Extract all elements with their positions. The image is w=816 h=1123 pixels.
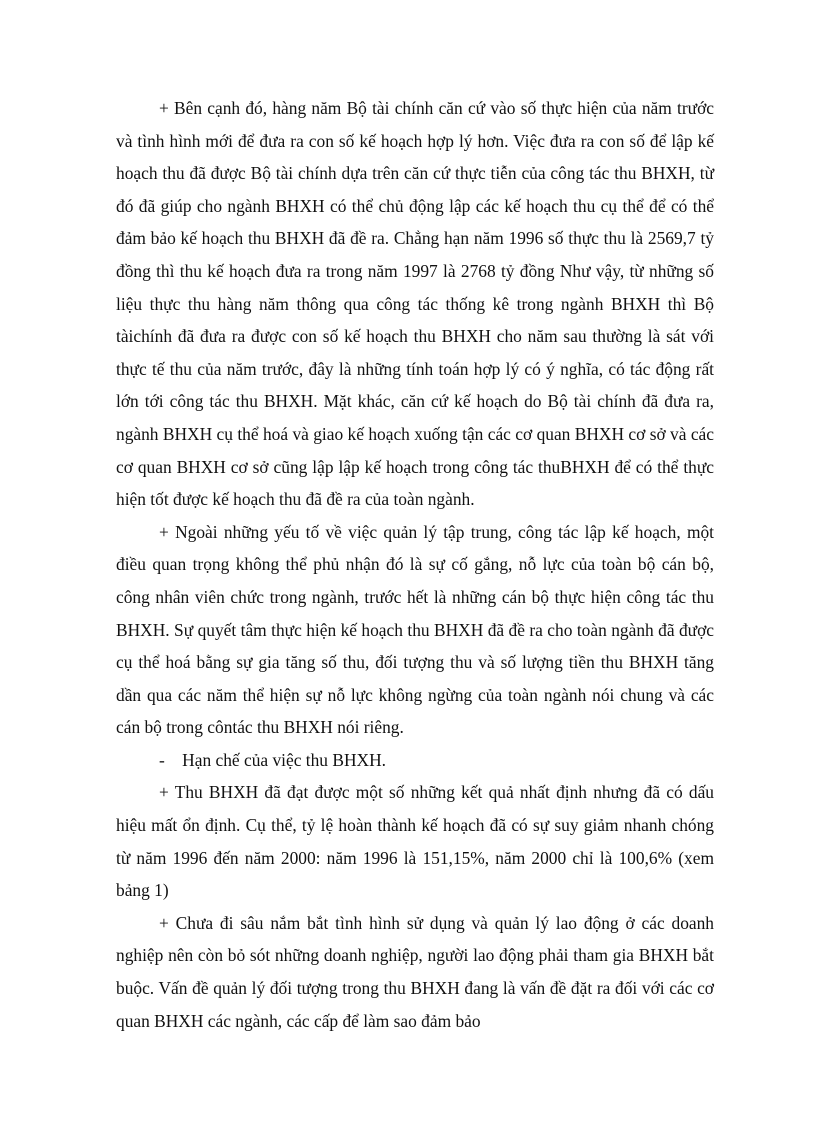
paragraph-staff-effort: + Ngoài những yếu tố về việc quản lý tập trung, công tác lập kế hoạch, một điều quan trọng không thể phủ nhận đó là sự cố gắng, nỗ lực của toàn bộ cán bộ, công nhân viên chức trong ngành, trước hết là những cán bộ thực hiện công tác thu BHXH. Sự quyết tâm thực hiện kế hoạch thu BHXH đã đề ra cho toàn ngành đã được cụ thể hoá bằng sự gia tăng số thu, đối tượng thu và số lượng tiền thu BHXH tăng dần qua các năm thể hiện sự nỗ lực không ngừng của toàn ngành nói chung và các cán bộ trong côntác thu BHXH nói riêng. bbox=[116, 521, 714, 738]
paragraph-labor-management: + Chưa đi sâu nắm bắt tình hình sử dụng và quản lý lao động ở các doanh nghiệp nên còn bỏ sót những doanh nghiệp, người lao động phải tham gia BHXH bắt buộc. Vấn đề quản lý đối tượng trong thu BHXH đang là vấn đề đặt ra đối với các cơ quan BHXH các ngành, các cấp để làm sao đảm bảo bbox=[116, 912, 714, 1031]
section-heading-limitations: - Hạn chế của việc thu BHXH. bbox=[159, 749, 386, 770]
paragraph-planning-basis: + Bên cạnh đó, hàng năm Bộ tài chính căn cứ vào số thực hiện của năm trước và tình hình mới để đưa ra con số kế hoạch hợp lý hơn. Việc đưa ra con số để lập kế hoạch thu đã được Bộ tài chính dựa trên căn cứ thực tiễn của công tác thu BHXH, từ đó đã giúp cho ngành BHXH có thể chủ động lập các kế hoạch thu cụ thể để có thể đảm bảo kế hoạch thu BHXH đã đề ra. Chẳng hạn năm 1996 số thực thu là 2569,7 tỷ đồng thì thu kế hoạch đưa ra trong năm 1997 là 2768 tỷ đồng Như vậy, từ những số liệu thực thu hàng năm thông qua công tác thống kê trong ngành BHXH thì Bộ tàichính đã đưa ra được con số kế hoạch thu BHXH cho năm sau thường là sát với thực tế thu của năm trước, đây là những tính toán hợp lý có ý nghĩa, có tác động rất lớn tới công tác thu BHXH. Mặt khác, căn cứ kế hoạch do Bộ tài chính đã đưa ra, ngành BHXH cụ thể hoá và giao kế hoạch xuống tận các cơ quan BHXH cơ sở và các cơ quan BHXH cơ sở cũng lập lập kế hoạch trong công tác thuBHXH để có thể thực hiện tốt được kế hoạch thu đã đề ra của toàn ngành. bbox=[116, 98, 714, 510]
paragraph-instability: + Thu BHXH đã đạt được một số những kết quả nhất định nhưng đã có dấu hiệu mất ổn định. Cụ thể, tỷ lệ hoàn thành kế hoạch đã có sự suy giảm nhanh chóng từ năm 1996 đến năm 2000: năm 1996 là 151,15%, năm 2000 chỉ là 100,6% (xem bảng 1) bbox=[116, 782, 714, 901]
document-body bbox=[116, 92, 714, 1037]
